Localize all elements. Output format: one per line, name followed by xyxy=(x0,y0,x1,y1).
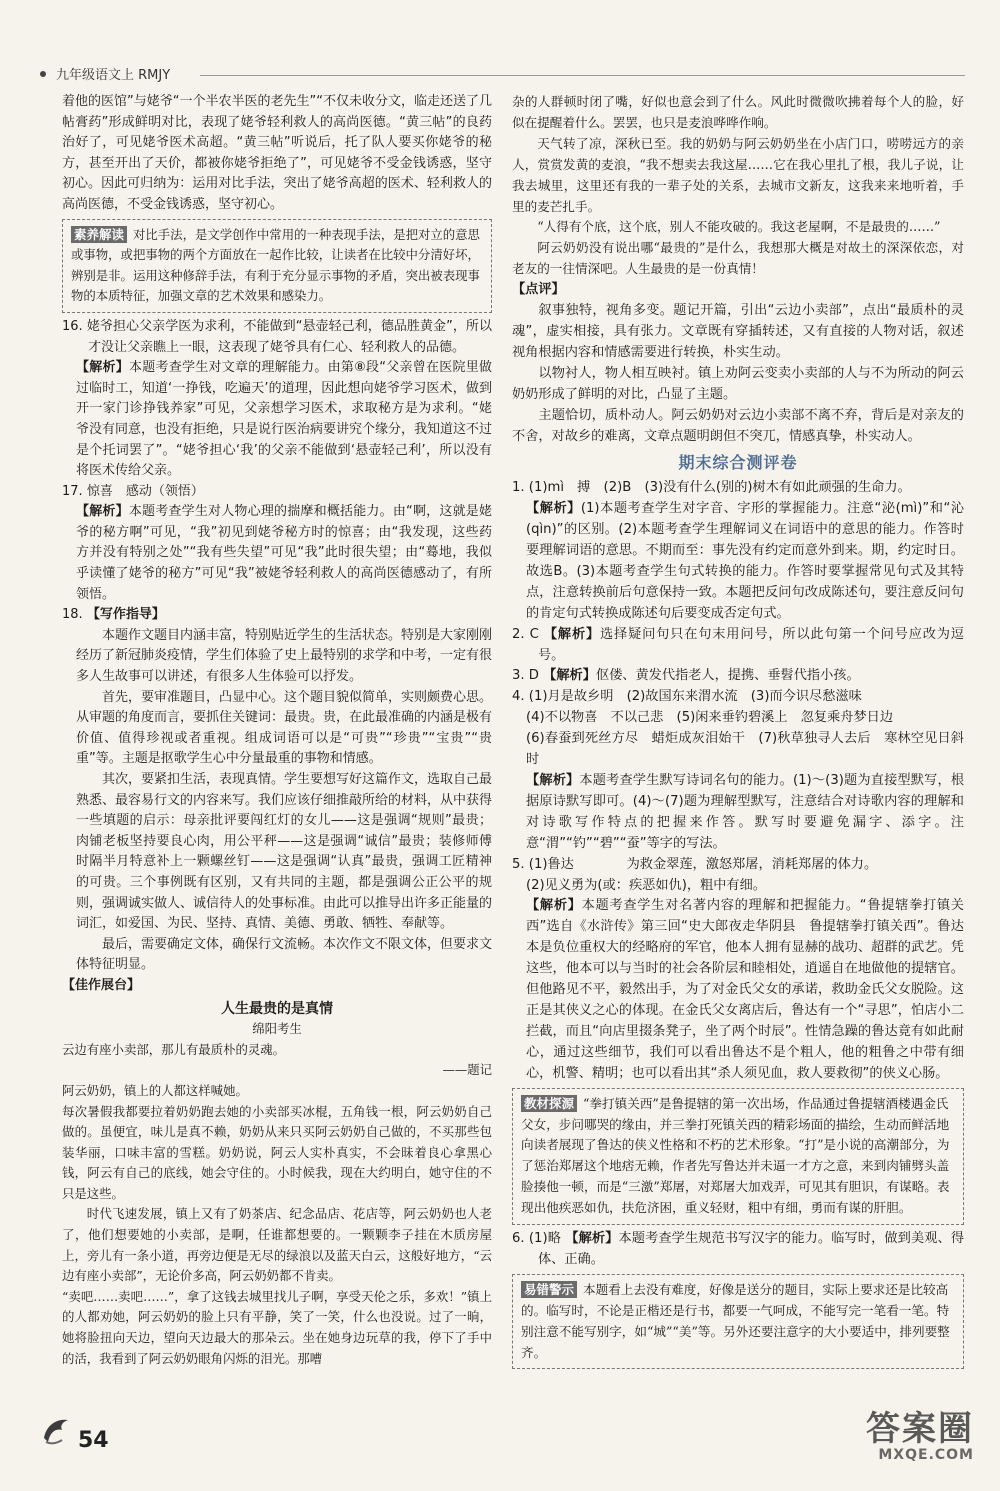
analysis-label: 【解析】 xyxy=(76,504,129,520)
exam-question-3 xyxy=(512,666,964,687)
writing-guide-paragraph: 最后，需要确定文体，确保行文流畅。本次作文不限文体，但要求文体特征明显。 xyxy=(76,936,493,973)
question-answer: D xyxy=(528,668,539,684)
question-answer-line: (2)见义勇为(或：疾恶如仇)，粗中有细。 xyxy=(526,877,766,893)
exam-question-5-analysis xyxy=(512,896,964,1084)
question-18 xyxy=(62,605,492,626)
analysis-text: 本题考查学生对文章的理解能力。由第⑧段“父亲曾在医院里做过临时工，知道‘一挣钱，吃遍天’的道理，因此想向姥爷学习医术，做到开一家门诊挣钱养家”可见，父亲想学习医术，求取秘方是为求利。“姥爷没有同意，也没有拒绝，只是说行医治病要讲究个缘分，我知道这不过是个托词罢了”。“姥爷担心‘我’的父亲不能做到‘悬壶轻己利’，所以没有将医术传给父亲。 xyxy=(76,360,493,479)
answer-paragraph: 着他的医馆”与姥爷“一个半农半医的老先生”“不仅未收分文，临走还送了几帖膏药”形成鲜明对比，表现了姥爷轻利救人的高尚医德。“黄三帖”的良药治好了，可见姥爷医术高超。“黄三帖”听说后，托了队人要买你姥爷的秘方，甚至开出了天价，都被你姥爷拒绝了”，可见姥爷不受金钱诱惑，坚守初心。因此可归纳为：运用对比手法，突出了姥爷高超的医术、轻利救人的高尚医德，不受金钱诱惑，坚守初心。 xyxy=(62,94,492,212)
analysis-label: 【解析】 xyxy=(76,360,129,376)
question-number: 18. xyxy=(62,607,83,623)
exam-question-1-analysis xyxy=(512,499,964,624)
right-column xyxy=(512,92,964,1373)
essay-paragraph: 时代飞速发展，镇上又有了奶茶店、纪念品店、花店等，阿云奶奶也人老了，他们想要她的小卖部，是啊，任谁都想要的。一颗颗李子挂在木质房屋上，旁儿有一条小道，再旁边便是无尽的绿浪以及蓝天白云，这般好地方，“云边有座小卖部”，无论价多高，阿云奶奶都不肯卖。 xyxy=(62,1206,492,1284)
question-number: 17. xyxy=(62,483,83,499)
question-answer: (1)mì 搏 (2)B (3)没有什么(别的)树木有如此顽强的生命力。 xyxy=(528,480,911,496)
writing-guide-paragraph: 本题作文题目内涵丰富，特别贴近学生的生活状态。特别是大家刚刚经历了新冠肺炎疫情，学生们体验了史上最特别的求学和中考，一定有很多人生故事可以讲述，有很多人生体验可以抒发。 xyxy=(76,627,493,685)
essay-title: 人生最贵的是真情 xyxy=(221,1000,333,1017)
writing-guide-paragraph: 首先，要审准题目，凸显中心。这个题目貌似简单，实则颇费心思。从审题的角度而言，要抓住关键词：最贵。贵，在此最准确的内涵是极有价值、值得珍视或者重视。组成词语可以是“可贵”“珍贵”“宝贵”“贵重”等。主题是抠歌学生心中分量最重的事物和情感。 xyxy=(76,689,493,767)
question-answer: (1)鲁达 为救金翠莲，激怒郑屠，消耗郑屠的体力。 xyxy=(528,856,878,872)
analysis-label: 【解析】 xyxy=(543,668,596,684)
exam-question-6 xyxy=(512,1229,964,1271)
literacy-note-text: 对比手法，是文学创作中常用的一种表现手法，是把对立的意思或事物，或把事物的两个方面放在一起作比较，让读者在比较中分清好坏，辨别是非。运用这种修辞手法，有利于充分显示事物的矛盾，突出被表现事物的本质特征，加强文章的艺术效果和感染力。 xyxy=(71,226,480,304)
question-number: 5. xyxy=(512,856,525,872)
question-number: 6. xyxy=(512,1231,525,1247)
question-answer-line: (6)春蚕到死丝方尽 蜡炬成灰泪始干 (7)秋草独寻人去后 寒林空见日斜时 xyxy=(526,731,964,768)
analysis-text: 本题考查学生对名著内容的理解和把握能力。“鲁提辖拳打镇关西”选自《水浒传》第三回“史大郎夜走华阴县 鲁提辖拳打镇关西”。鲁达本是负位重权大的经略府的军官，他本人拥有显赫的战功、超群的武艺。凭这些，他本可以与当时的社会各阶层和睦相处，逍遥自在地做他的提辖官。但他路见不平，毅然出手，为了对金氏父女的承诺，救助金氏父女脱险。这正是其侠义之心的体现。在金氏父女离店后，鲁达有一个“寻思”，怕店小二拦截，而且“向店里掇条凳子，坐了两个时辰”。性情急躁的鲁达竟有如此耐心，通过这些细节，我们可以看出鲁达不是个粗人，他的粗鲁之中带有细心，机警、精明；也可以看出其“杀人须见血，救人要救彻”的侠义心肠。 xyxy=(526,898,964,1081)
analysis-label: 【解析】 xyxy=(526,773,580,788)
textbook-source-box xyxy=(512,1088,964,1225)
essay-paragraph: 杂的人群顿时闭了嘴，好似也意会到了什么。风此时微微吹拂着每个人的脸，好似在提醒着什么。罢罢，也只是麦浪哗哗作响。 xyxy=(512,94,964,130)
analysis-text: 选择疑问句只在句末用问号，所以此句第一个问号应改为逗号。 xyxy=(538,626,964,663)
header-title: 九年级语文上 RMJY xyxy=(56,68,171,83)
essay-paragraph: 每次暑假我都要拉着奶奶跑去她的小卖部买冰棍，五角钱一根，阿云奶奶自己做的。虽便宜，味儿是真不赖，奶奶从来只买阿云奶奶自己做的，不买那些包装华丽，口味丰富的雪糕。奶奶说，阿云人实朴真实，不会昧着良心拿黑心钱，阿云有自己的底线，她会守住的。小时候我，现在大约明白，她守住的不只是这些。 xyxy=(62,1103,492,1201)
essay-author: 绵阳考生 xyxy=(252,1021,302,1037)
question-answer: 惊喜 感动（领悟） xyxy=(86,483,204,499)
analysis-label: 【解析】 xyxy=(526,501,581,517)
error-warning-text: 本题看上去没有难度，好像是送分的题目，实际上要求还是比较高的。临写时，不论是正楷还是行书，都要一气呵成，不能写完一笔看一笔。特别注意不能写别字，如“城”“美”等。另外还要注意字的大小要适中，排列要整齐。 xyxy=(521,1281,950,1360)
question-answer-line: (4)不以物喜 不以己悲 (5)闲来垂钓碧溪上 忽复乘舟梦日边 xyxy=(526,710,894,726)
dolphin-logo-icon xyxy=(40,1408,74,1448)
header-rule xyxy=(200,75,965,76)
question-number: 2. xyxy=(512,626,525,642)
writing-guide-paragraph: 其次，要紧扣生活，表现真情。学生要想写好这篇作文，选取自己最熟悉、最容易行文的内容来写。我们应该仔细推敲所给的材料，从中获得一些填题的启示：母亲批评要闯红灯的女儿——这是强调“规则”最贵；肉铺老板坚持要良心肉，用公平秤——这是强调“诚信”最贵；装修师傅时隔半月特意补上一颗螺丝钉——这是强调“认真”最贵，强调工匠精神的可贵。三个事例既有区别，又有共同的主题，都是强调公正公平的规则，强调诚实做人、诚信待人的处事标准。由此可以推导出许多正能量的词汇，如爱国、为民、坚持、真情、美德、勇敢、牺牲、奉献等。 xyxy=(76,772,493,932)
textbook-source-text: “拳打镇关西”是鲁提辖的第一次出场，作品通过鲁提辖酒楼遇金氏父女，步问哪哭的缘由，并三拳打死镇关西的精彩场面的描绘，生动而鲜活地向读者展现了鲁达的侠义性格和不朽的艺术形象。“打”是小说的高潮部分，为了惩治郑屠这个地痞无赖，作者先写鲁达并未逼一才方之意，来到肉铺劈头盖脸揍他一顿，而是“三激”郑屠，对郑屠大加戏弄，可见其有胆识，有谋略。表现出他疾恶如仇，扶危济困，重义轻财，粗中有细，勇而有谋的肝胆。 xyxy=(521,1095,950,1216)
exam-question-2 xyxy=(512,625,964,667)
question-number: 16. xyxy=(62,318,83,334)
question-16 xyxy=(62,317,492,358)
comment-paragraph: 主题恰切，质朴动人。阿云奶奶对云边小卖部不离不弃，背后是对亲友的不舍，对故乡的难离，文章点题明朗但不突兀，情感真挚，朴实动人。 xyxy=(512,407,964,444)
left-column xyxy=(62,92,492,1369)
page-number: 54 xyxy=(78,1428,109,1453)
exam-question-5 xyxy=(512,855,964,876)
essay-paragraph: 天气转了凉，深秋已至。我的奶奶与阿云奶奶坐在小店门口，唠唠远方的亲人，赏赏发黄的麦浪，“我不想卖去我这屋……它在我心里扎了根，我儿子说，让我去城里，这里还有我的一辈子处的关系，去城市文新友，这我来来地听着，手里的麦芒扎手。 xyxy=(512,135,964,214)
exam-question-1 xyxy=(512,478,964,499)
section-title: 期末综合测评卷 xyxy=(678,453,798,473)
textbook-source-tag: 教材探源 xyxy=(521,1095,577,1112)
error-warning-box xyxy=(512,1274,964,1370)
watermark-url: MXQE.COM xyxy=(878,1447,974,1463)
question-16-analysis xyxy=(62,358,492,482)
question-number: 3. xyxy=(512,668,525,684)
question-17 xyxy=(62,482,492,503)
question-number: 1. xyxy=(512,480,525,496)
question-answer: (1)略 xyxy=(528,1231,561,1247)
question-17-analysis xyxy=(62,502,492,605)
error-warning-tag: 易错警示 xyxy=(521,1281,577,1298)
question-answer: (1)月是故乡明 (2)故国东来渭水流 (3)而今识尽愁滋味 xyxy=(528,689,862,705)
watermark-text: 答案圈 xyxy=(866,1409,974,1449)
analysis-text: 本题考查学生对人物心理的揣摩和概括能力。由“啊，这就是姥爷的秘方啊”可见，“我”初见到姥爷秘方时的惊喜；由“我发现，这些药方并没有特别之处”“我有些失望”可见“我”此时很失望；由“蓦地，我似乎读懂了姥爷的秘方”可见“我”被姥爷轻利救人的高尚医德感动了，有所领悟。 xyxy=(76,504,492,602)
literacy-note-box xyxy=(62,219,492,313)
literacy-note-tag: 素养解读 xyxy=(71,226,127,243)
analysis-text: (1)本题考查学生对字音、字形的掌握能力。注意“泌(mì)”和“沁(qìn)”的区别。(2)本题考查学生理解词义在词语中的意思的能力。作答时要理解词语的意思。不期而至：事先没有约定而意外到来。期，约定时日。故选B。(3)本题考查学生句式转换的能力。作答时要掌握常见句式及其特点，注意转换前后句意保持一致。本题把反问句改成陈述句，要注意反问句的肯定句式转换成陈述句后要变成否定句式。 xyxy=(526,501,965,621)
comment-label: 【点评】 xyxy=(512,282,565,298)
analysis-label: 【解析】 xyxy=(565,1231,619,1247)
watermark-logo xyxy=(828,1401,978,1473)
bullet-icon xyxy=(40,71,46,77)
analysis-text: 本题考查学生规范书写汉字的能力。临写时，做到美观、得体、正确。 xyxy=(538,1231,965,1267)
essay-paragraph: 阿云奶奶没有说出哪“最贵的”是什么，我想那大概是对故土的深深依恋，对老友的一往情深吧。人生最贵的是一份真情！ xyxy=(512,240,964,277)
essay-epigraph-source: ——题记 xyxy=(442,1062,492,1078)
comment-paragraph: 叙事独特，视角多变。题记开篇，引出“云边小卖部”，点出“最质朴的灵魂”，虚实相接，具有张力。文章既有穿插转述，又有直接的人物对话，叙述视角根据内容和情感需要进行转换，朴实生动。 xyxy=(512,303,964,360)
analysis-text: 本题考查学生默写诗词名句的能力。(1)～(3)题为直接型默写，根据原诗默写即可。(4)～(7)题为理解型默写，注意结合对诗歌内容的理解和对诗歌写作特点的把握来作答。默写时要避免漏字、添字。注意“渭”“钓”“碧”“蚕”等字的写法。 xyxy=(526,773,965,851)
essay-paragraph: “人得有个底，这个底，别人不能攻破的。我这老屋啊，不是最贵的……” xyxy=(537,219,941,235)
writing-guide-label: 【写作指导】 xyxy=(86,607,165,623)
question-number: 4. xyxy=(512,689,525,705)
analysis-label: 【解析】 xyxy=(543,626,601,642)
exam-question-4 xyxy=(512,687,964,708)
showcase-label: 【佳作展台】 xyxy=(62,977,141,993)
question-answer: C xyxy=(529,626,539,642)
analysis-text: 伛偻、黄发代指老人，提携、垂髫代指小孩。 xyxy=(595,668,860,684)
exam-question-4-analysis xyxy=(512,771,964,855)
essay-paragraph: “卖吧……卖吧……”，拿了这钱去城里找儿子啊，享受天伦之乐，多欢！”镇上的人都劝她，阿云奶奶的脸上只有平静，笑了一笑，什么也没说。过了一晌，她将脸扭向天边，望向天边最大的那朵云。坐在她身边玩草的我，停下了手中的活，我看到了阿云奶奶眼角闪烁的泪光。那嘈 xyxy=(62,1288,492,1366)
analysis-label: 【解析】 xyxy=(526,898,582,914)
page-header xyxy=(40,62,965,86)
question-answer: 姥爷担心父亲学医为求利，不能做到“悬壶轻己利，德品胜黄金”，所以才没让父亲瞧上一眼，这表现了姥爷具有仁心、轻利救人的品德。 xyxy=(86,318,492,355)
comment-paragraph: 以物衬人，物人相互映衬。镇上劝阿云变卖小卖部的人与不为所动的阿云奶奶形成了鲜明的对比，凸显了主题。 xyxy=(512,365,964,402)
essay-epigraph: 云边有座小卖部，那儿有最质朴的灵魂。 xyxy=(62,1041,286,1057)
essay-paragraph: 阿云奶奶，镇上的人都这样喊她。 xyxy=(62,1082,248,1098)
